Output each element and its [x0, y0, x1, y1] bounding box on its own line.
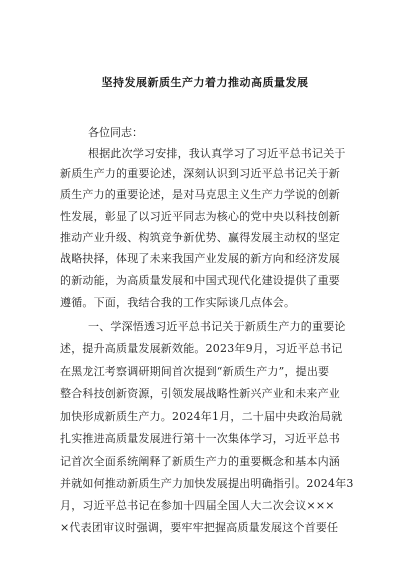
body-line: 一、学深悟透习近平总书记关于新质生产力的重要论: [88, 320, 346, 333]
body-line: 扎实推进高质量发展进行第十一次集体学习，习近平总书: [60, 432, 340, 445]
body-line: 加快形成新质生产力。2024年1月，二十届中央政治局就: [60, 410, 343, 423]
body-line: ×代表团审议时强调，要牢牢把握高质量发展这个首要任: [60, 521, 339, 534]
body-line: 推动产业升级、构筑竞争新优势、赢得发展主动权的坚定: [60, 231, 340, 244]
body-line: 记首次全面系统阐释了新质生产力的重要概念和基本内涵: [60, 455, 340, 468]
body-line: 遵循。下面，我结合我的工作实际谈几点体会。: [60, 296, 296, 309]
body-line: 根据此次学习安排，我认真学习了习近平总书记关于: [88, 147, 346, 160]
body-line: 并就如何推动新质生产力加快发展提出明确指引。2024年3: [60, 477, 354, 490]
body-line: 战略抉择，体现了未来我国产业发展的新方向和经济发展: [60, 252, 340, 265]
body-line: 在黑龙江考察调研期间首次提到“新质生产力”，提出要: [60, 365, 330, 378]
body-line: 性发展，彰显了以习近平同志为核心的党中央以科技创新: [60, 210, 340, 223]
body-line: 质生产力的重要论述，是对马克思主义生产力学说的创新: [60, 188, 340, 201]
body-line: 的新动能，为高质量发展和中国式现代化建设提供了重要: [60, 274, 340, 287]
document-title: 坚持发展新质生产力着力推动高质量发展: [101, 76, 309, 89]
body-line: 月，习近平总书记在参加十四届全国人大二次会议×××: [60, 499, 335, 512]
salutation: 各位同志：: [88, 126, 143, 139]
body-line: 整合科技创新资源，引领发展战略性新兴产业和未来产业: [60, 387, 340, 400]
body-line: 述，提升高质量发展新效能。2023年9月，习近平总书记: [60, 342, 343, 355]
body-line: 新质生产力的重要论述，深刻认识到习近平总书记关于新: [60, 167, 340, 180]
